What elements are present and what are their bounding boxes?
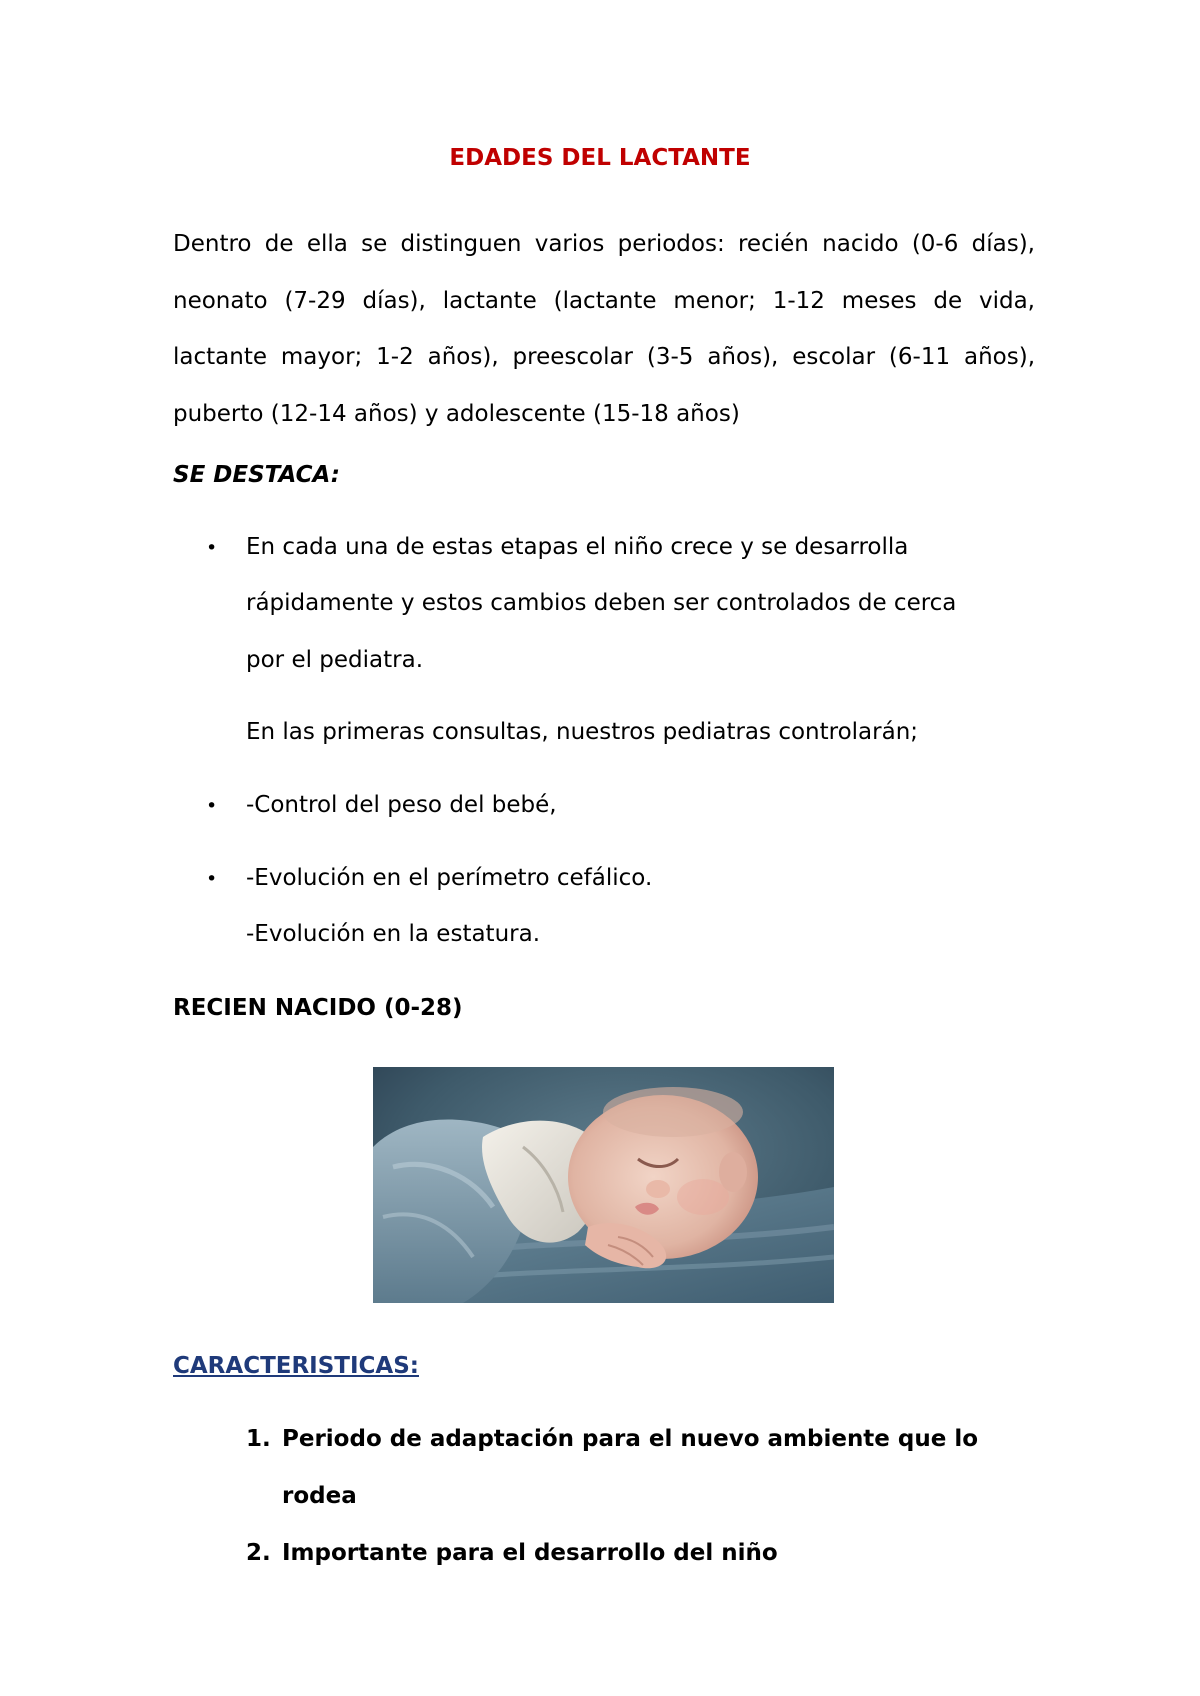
bullet-item-line: -Evolución en la estatura. <box>246 921 541 947</box>
bullet-item-line: En cada una de estas etapas el niño crece y se desarrolla <box>246 534 909 560</box>
bullet-item-line: -Evolución en el perímetro cefálico. <box>246 865 653 891</box>
numbered-item <box>246 1424 978 1454</box>
bullet-item-line: por el pediatra. <box>246 647 424 673</box>
item-number: 1. <box>246 1426 271 1452</box>
item-text-continuation: rodea <box>282 1483 357 1509</box>
bullet-icon: • <box>206 795 218 817</box>
numbered-item <box>246 1538 778 1568</box>
bullet-item-line: -Control del peso del bebé, <box>246 792 557 818</box>
sleeping-newborn-photo <box>373 1067 834 1303</box>
intro-line: lactante mayor; 1-2 años), preescolar (3-5 años), escolar (6-11 años), <box>173 344 1035 370</box>
bullet-icon: • <box>206 868 218 890</box>
item-text: Periodo de adaptación para el nuevo ambiente que lo <box>282 1426 979 1452</box>
item-number: 2. <box>246 1540 271 1566</box>
recien-nacido-heading: RECIEN NACIDO (0-28) <box>173 995 463 1021</box>
intro-line: Dentro de ella se distinguen varios periodos: recién nacido (0-6 días), <box>173 231 1035 257</box>
intro-paragraph <box>173 216 1035 442</box>
bullet-icon: • <box>206 537 218 559</box>
item-text: Importante para el desarrollo del niño <box>282 1540 778 1566</box>
intro-line: puberto (12-14 años) y adolescente (15-18 años) <box>173 400 740 427</box>
intro-line: neonato (7-29 días), lactante (lactante menor; 1-12 meses de vida, <box>173 287 1035 314</box>
se-destaca-heading: SE DESTACA: <box>173 462 340 488</box>
caracteristicas-heading: CARACTERISTICAS: <box>173 1353 419 1379</box>
bullet-item-line: rápidamente y estos cambios deben ser controlados de cerca <box>246 590 957 616</box>
consultation-note: En las primeras consultas, nuestros pediatras controlarán; <box>246 719 919 745</box>
document-title: EDADES DEL LACTANTE <box>449 145 751 171</box>
